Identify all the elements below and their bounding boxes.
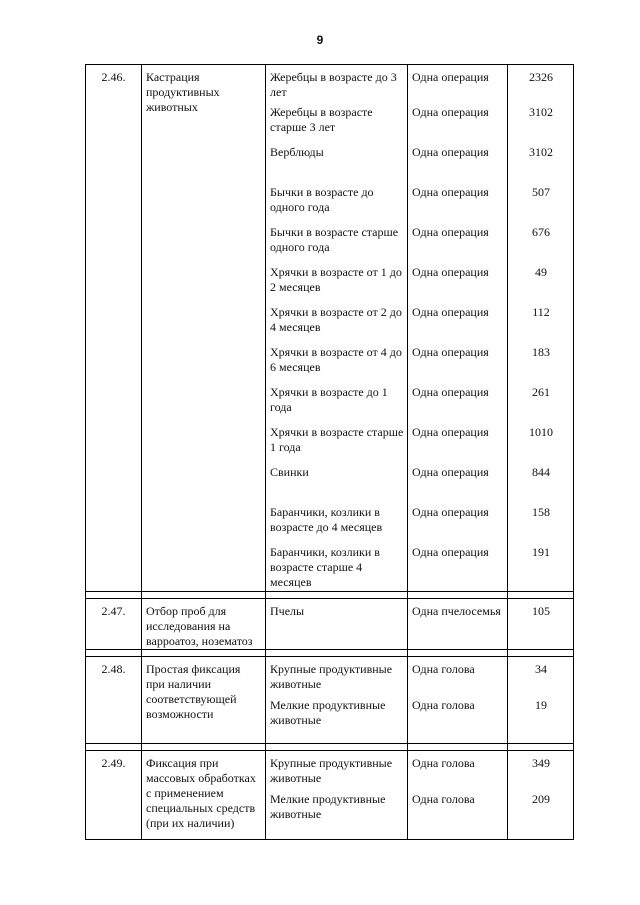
animal-type-cell [266, 657, 408, 744]
price-value: 2326 [529, 70, 553, 84]
unit-label: Одна операция [412, 465, 489, 479]
price-value: 261 [532, 385, 550, 399]
price-value: 158 [532, 505, 550, 519]
price-value-cell [508, 751, 574, 840]
unit-label: Одна голова [412, 792, 475, 806]
price-value-cell [508, 599, 574, 650]
unit-label: Одна голова [412, 756, 475, 770]
page-number: 9 [316, 33, 324, 47]
unit-label: Одна операция [412, 545, 489, 559]
price-value: 3102 [529, 105, 553, 119]
unit-label: Одна операция [412, 145, 489, 159]
separator-cell [142, 744, 266, 751]
table-row [86, 65, 574, 592]
animal-type: Верблюды [270, 145, 324, 159]
price-value-cell [508, 65, 574, 592]
separator-cell [508, 650, 574, 657]
unit-label: Одна операция [412, 225, 489, 239]
separator-cell [408, 650, 508, 657]
animal-type: Хрячки в возрасте от 4 до 6 месяцев [270, 345, 402, 374]
animal-type: Хрячки в возрасте от 2 до 4 месяцев [270, 305, 402, 334]
unit-label-cell [408, 65, 508, 592]
unit-label: Одна операция [412, 345, 489, 359]
price-value: 112 [532, 305, 550, 319]
animal-type: Мелкие продуктивные животные [270, 698, 386, 727]
unit-label: Одна операция [412, 385, 489, 399]
animal-type-cell [266, 65, 408, 592]
animal-type-cell [266, 751, 408, 840]
row-separator [86, 744, 574, 751]
price-value: 183 [532, 345, 550, 359]
animal-type: Жеребцы в возрасте до 3 лет [270, 70, 397, 99]
unit-label: Одна операция [412, 505, 489, 519]
row-separator [86, 650, 574, 657]
tariff-table [85, 64, 574, 840]
unit-label: Одна операция [412, 105, 489, 119]
price-value: 19 [535, 698, 547, 712]
separator-cell [142, 592, 266, 599]
separator-cell [266, 592, 408, 599]
animal-type-cell [266, 599, 408, 650]
procedure-name: Кастрация продуктивных животных [142, 65, 266, 592]
animal-type: Баранчики, козлики в возрасте старше 4 месяцев [270, 545, 380, 589]
procedure-name: Простая фиксация при наличии соответствующей возможности [142, 657, 266, 744]
price-value: 676 [532, 225, 550, 239]
animal-type: Пчелы [270, 604, 305, 618]
animal-type: Хрячки в возрасте старше 1 года [270, 425, 404, 454]
unit-label: Одна операция [412, 265, 489, 279]
price-value: 34 [535, 662, 547, 676]
animal-type: Мелкие продуктивные животные [270, 792, 386, 821]
animal-type: Жеребцы в возрасте старше 3 лет [270, 105, 373, 134]
unit-label-cell [408, 599, 508, 650]
separator-cell [508, 744, 574, 751]
price-value: 3102 [529, 145, 553, 159]
unit-label: Одна голова [412, 662, 475, 676]
animal-type: Хрячки в возрасте от 1 до 2 месяцев [270, 265, 402, 294]
animal-type: Бычки в возрасте старше одного года [270, 225, 399, 254]
unit-label: Одна операция [412, 185, 489, 199]
price-value: 105 [532, 604, 550, 618]
separator-cell [266, 744, 408, 751]
item-number: 2.48. [86, 657, 142, 744]
price-value-cell [508, 657, 574, 744]
separator-cell [508, 592, 574, 599]
animal-type: Баранчики, козлики в возрасте до 4 месяцев [270, 505, 383, 534]
separator-cell [266, 650, 408, 657]
unit-label: Одна голова [412, 698, 475, 712]
item-number: 2.47. [86, 599, 142, 650]
item-number: 2.49. [86, 751, 142, 840]
unit-label: Одна пчелосемья [412, 604, 501, 618]
price-value: 349 [532, 756, 550, 770]
animal-type: Бычки в возрасте до одного года [270, 185, 374, 214]
unit-label-cell [408, 657, 508, 744]
item-number: 2.46. [86, 65, 142, 592]
separator-cell [408, 744, 508, 751]
unit-label: Одна операция [412, 425, 489, 439]
table-row [86, 751, 574, 840]
price-value: 209 [532, 792, 550, 806]
separator-cell [408, 592, 508, 599]
unit-label: Одна операция [412, 305, 489, 319]
animal-type: Хрячки в возрасте до 1 года [270, 385, 388, 414]
table-row [86, 657, 574, 744]
price-value: 49 [535, 265, 547, 279]
separator-cell [142, 650, 266, 657]
price-value: 507 [532, 185, 550, 199]
procedure-name: Отбор проб для исследования на варроатоз, нозематоз [142, 599, 266, 650]
animal-type: Свинки [270, 465, 309, 479]
procedure-name: Фиксация при массовых обработках с применением специальных средств (при их наличии) [142, 751, 266, 840]
animal-type: Крупные продуктивные животные [270, 756, 393, 785]
animal-type: Крупные продуктивные животные [270, 662, 393, 691]
unit-label: Одна операция [412, 70, 489, 84]
separator-cell [86, 650, 142, 657]
table-row [86, 599, 574, 650]
unit-label-cell [408, 751, 508, 840]
price-value: 191 [532, 545, 550, 559]
row-separator [86, 592, 574, 599]
separator-cell [86, 744, 142, 751]
price-value: 844 [532, 465, 550, 479]
separator-cell [86, 592, 142, 599]
price-value: 1010 [529, 425, 553, 439]
